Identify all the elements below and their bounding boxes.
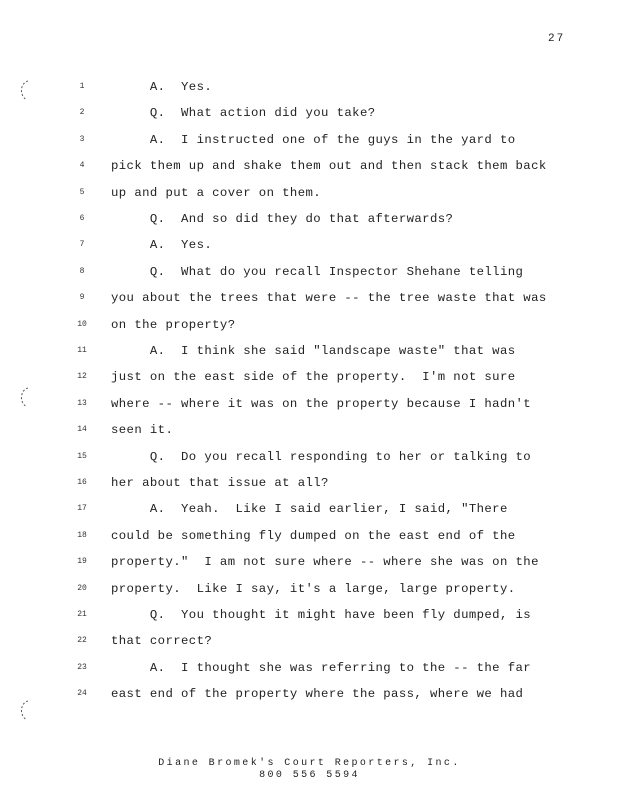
line-number: 18 — [77, 530, 87, 540]
transcript-line — [0, 184, 619, 202]
line-text: seen it. — [111, 423, 174, 438]
line-number: 23 — [77, 662, 87, 672]
line-text: east end of the property where the pass, where we had — [111, 687, 524, 702]
line-number: 24 — [77, 689, 87, 699]
transcript-line — [0, 236, 619, 254]
line-number: 15 — [77, 451, 87, 461]
transcript-line — [0, 685, 619, 703]
line-text: on the property? — [111, 317, 236, 332]
transcript-line — [0, 368, 619, 386]
line-number: 1 — [79, 82, 85, 91]
line-number: 16 — [77, 478, 87, 487]
transcript-line — [0, 131, 619, 149]
line-number: 3 — [79, 134, 85, 144]
transcript-line — [0, 448, 619, 466]
line-text: pick them up and shake them out and then stack them back — [111, 159, 547, 174]
line-text: property. Like I say, it's a large, large property. — [111, 581, 516, 596]
line-text: A. I thought she was referring to the -- the far — [111, 660, 532, 675]
transcript-line — [0, 553, 619, 571]
line-text: A. Yes. — [111, 238, 213, 253]
line-number: 17 — [77, 504, 87, 514]
transcript-line — [0, 659, 619, 677]
transcript-line — [0, 580, 619, 598]
line-number: 7 — [79, 240, 85, 250]
transcript-line — [0, 316, 619, 334]
line-text: you about the trees that were -- the tree waste that was — [111, 291, 547, 306]
line-text: Q. What action did you take? — [111, 106, 376, 121]
transcript-line — [0, 78, 619, 96]
transcript-line — [0, 632, 619, 650]
line-text: Q. What do you recall Inspector Shehane telling — [111, 264, 524, 279]
transcript-line — [0, 210, 619, 228]
transcript-line — [0, 421, 619, 439]
transcript-line — [0, 263, 619, 281]
line-text: could be something fly dumped on the east end of the — [111, 528, 516, 543]
line-number: 14 — [77, 425, 87, 435]
transcript-line — [0, 606, 619, 624]
line-text: her about that issue at all? — [111, 476, 329, 490]
transcript-line — [0, 500, 619, 518]
transcript-line — [0, 342, 619, 360]
transcript-line — [0, 289, 619, 307]
line-text: Q. And so did they do that afterwards? — [111, 212, 454, 226]
line-number: 10 — [77, 319, 87, 329]
line-number: 21 — [77, 610, 87, 619]
line-number: 2 — [79, 108, 85, 118]
line-text: that correct? — [111, 634, 213, 649]
line-number: 4 — [79, 161, 85, 171]
line-number: 22 — [77, 636, 87, 646]
line-number: 20 — [77, 583, 87, 593]
transcript-line — [0, 527, 619, 545]
line-number: 5 — [79, 187, 85, 197]
line-text: A. I instructed one of the guys in the yard to — [111, 132, 516, 147]
line-number: 8 — [79, 266, 85, 276]
line-text: Q. You thought it might have been fly dumped, is — [111, 608, 532, 622]
transcript-line — [0, 474, 619, 492]
line-number: 19 — [77, 557, 87, 567]
line-text: just on the east side of the property. I'm not sure — [111, 370, 516, 385]
line-number: 11 — [77, 346, 87, 355]
transcript-line — [0, 104, 619, 122]
line-text: property." I am not sure where -- where she was on the — [111, 555, 539, 570]
line-number: 9 — [79, 293, 85, 303]
line-text: A. I think she said "landscape waste" that was — [111, 344, 516, 358]
line-text: A. Yeah. Like I said earlier, I said, "There — [111, 502, 508, 517]
line-number: 12 — [77, 372, 87, 382]
footer-company: Diane Bromek's Court Reporters, Inc. — [158, 758, 461, 769]
line-text: where -- where it was on the property because I hadn't — [111, 396, 532, 411]
line-text: up and put a cover on them. — [111, 185, 322, 200]
line-number: 6 — [79, 214, 85, 223]
line-text: Q. Do you recall responding to her or talking to — [111, 449, 532, 464]
line-number: 13 — [77, 398, 87, 408]
transcript-line — [0, 157, 619, 175]
transcript-line — [0, 395, 619, 413]
page-number: 27 — [548, 33, 566, 45]
footer-phone: 800 556 5594 — [259, 770, 360, 781]
line-text: A. Yes. — [111, 80, 213, 94]
